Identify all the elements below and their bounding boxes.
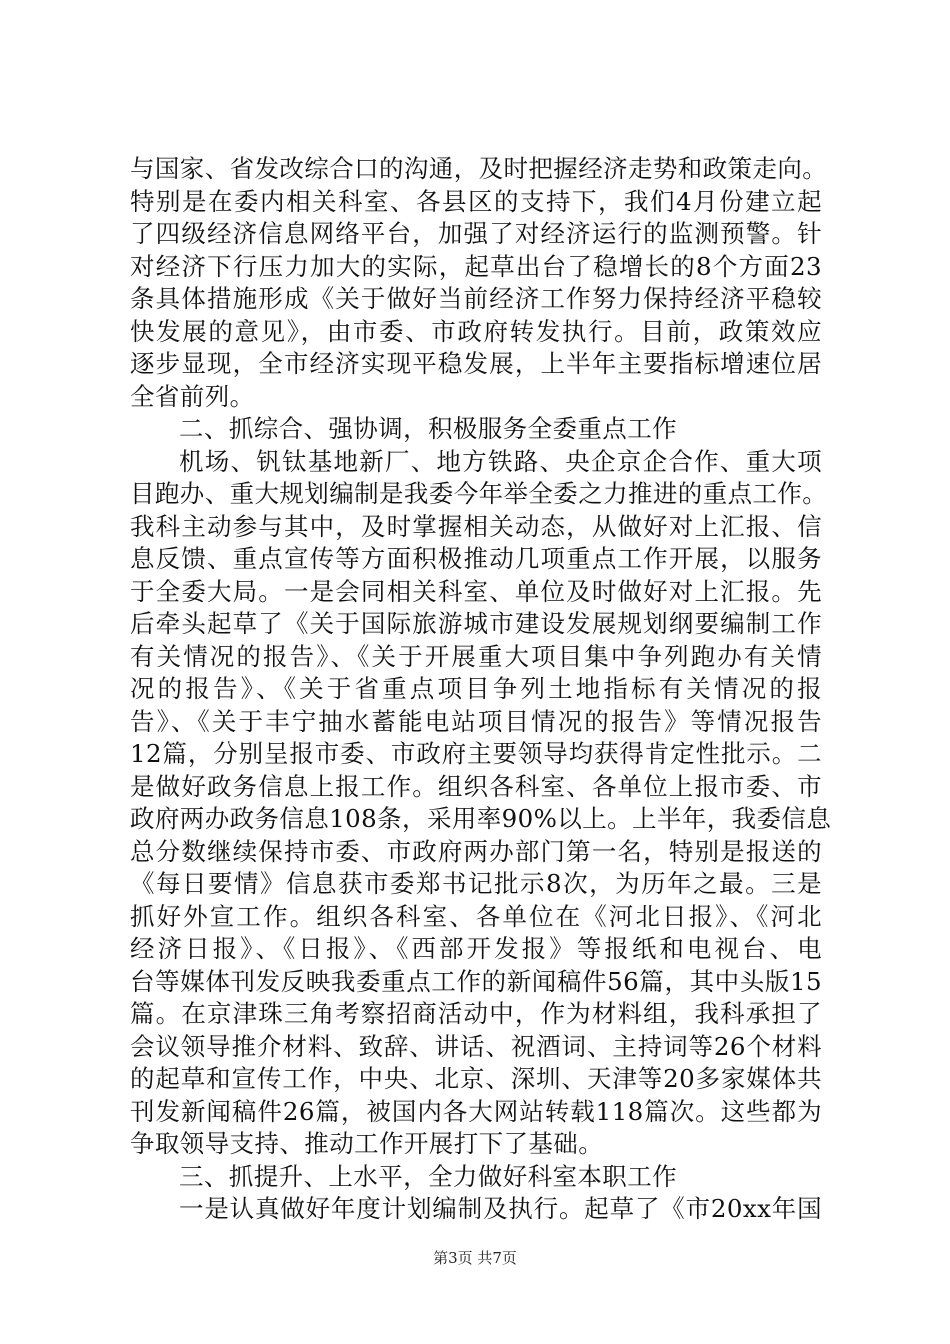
section-heading: 二、抓综合、强协调，积极服务全委重点工作: [179, 414, 677, 443]
text-line: 与国家、省发改综合口的沟通，及时把握经济走势和政策走向。: [130, 154, 828, 183]
text-line: 政府两办政务信息108条，采用率90%以上。上半年，我委信息: [130, 804, 832, 833]
document-body: [130, 153, 832, 1226]
text-line: 快发展的意见》，由市委、市政府转发执行。目前，政策效应: [130, 316, 822, 346]
text-line: 逐步显现，全市经济实现平稳发展，上半年主要指标增速位居: [130, 349, 822, 378]
text-line: 台等媒体刊发反映我委重点工作的新闻稿件56篇，其中头版15: [130, 966, 822, 996]
text-line: 会议领导推介材料、致辞、讲话、祝酒词、主持词等26个材料: [130, 1031, 822, 1061]
text-line: 12篇，分别呈报市委、市政府主要领导均获得肯定性批示。二: [130, 739, 822, 768]
text-line: 的起草和宣传工作，中央、北京、深圳、天津等20多家媒体共: [130, 1064, 822, 1093]
text-line: 刊发新闻稿件26篇，被国内各大网站转载118篇次。这些都为: [130, 1096, 822, 1126]
text-line: 抓好外宣工作。组织各科室、各单位在《河北日报》、《河北: [130, 901, 822, 931]
paragraph-start-line: 机场、钒钛基地新厂、地方铁路、央企京企合作、重大项: [179, 446, 822, 476]
text-line: 于全委大局。一是会同相关科室、单位及时做好对上汇报。先: [130, 576, 822, 606]
text-line: 有关情况的报告》、《关于开展重大项目集中争列跑办有关情: [130, 641, 822, 671]
text-line: 篇。在京津珠三角考察招商活动中，作为材料组，我科承担了: [130, 999, 822, 1028]
text-line: 了四级经济信息网络平台，加强了对经济运行的监测预警。针: [130, 219, 822, 248]
text-line: 对经济下行压力加大的实际，起草出台了稳增长的8个方面23: [130, 251, 822, 281]
text-line: 总分数继续保持市委、市政府两办部门第一名，特别是报送的: [130, 836, 822, 866]
text-line: 经济日报》、《日报》、《西部开发报》等报纸和电视台、电: [130, 934, 822, 963]
text-line: 况的报告》、《关于省重点项目争列土地指标有关情况的报: [130, 674, 822, 703]
page-number-footer: 第3页 共7页: [433, 1249, 517, 1267]
text-line: 条具体措施形成《关于做好当前经济工作努力保持经济平稳较: [130, 284, 822, 313]
paragraph-start-line: 一是认真做好年度计划编制及执行。起草了《市20xx年国: [179, 1194, 822, 1223]
text-line: 全省前列。: [130, 381, 255, 411]
text-line: 目跑办、重大规划编制是我委今年举全委之力推进的重点工作。: [130, 479, 828, 508]
text-line: 特别是在委内相关科室、各县区的支持下，我们4月份建立起: [130, 186, 822, 216]
text-line: 是做好政务信息上报工作。组织各科室、各单位上报市委、市: [130, 771, 822, 801]
text-line: 《每日要情》信息获市委郑书记批示8次，为历年之最。三是: [130, 869, 822, 898]
text-line: 后牵头起草了《关于国际旅游城市建设发展规划纲要编制工作: [130, 609, 822, 638]
section-heading: 三、抓提升、上水平，全力做好科室本职工作: [179, 1161, 677, 1191]
text-line: 告》、《关于丰宁抽水蓄能电站项目情况的报告》等情况报告: [130, 706, 822, 736]
text-line: 我科主动参与其中，及时掌握相关动态，从做好对上汇报、信: [130, 511, 822, 541]
text-line: 争取领导支持、推动工作开展打下了基础。: [130, 1129, 604, 1158]
text-line: 息反馈、重点宣传等方面积极推动几项重点工作开展，以服务: [130, 544, 822, 573]
